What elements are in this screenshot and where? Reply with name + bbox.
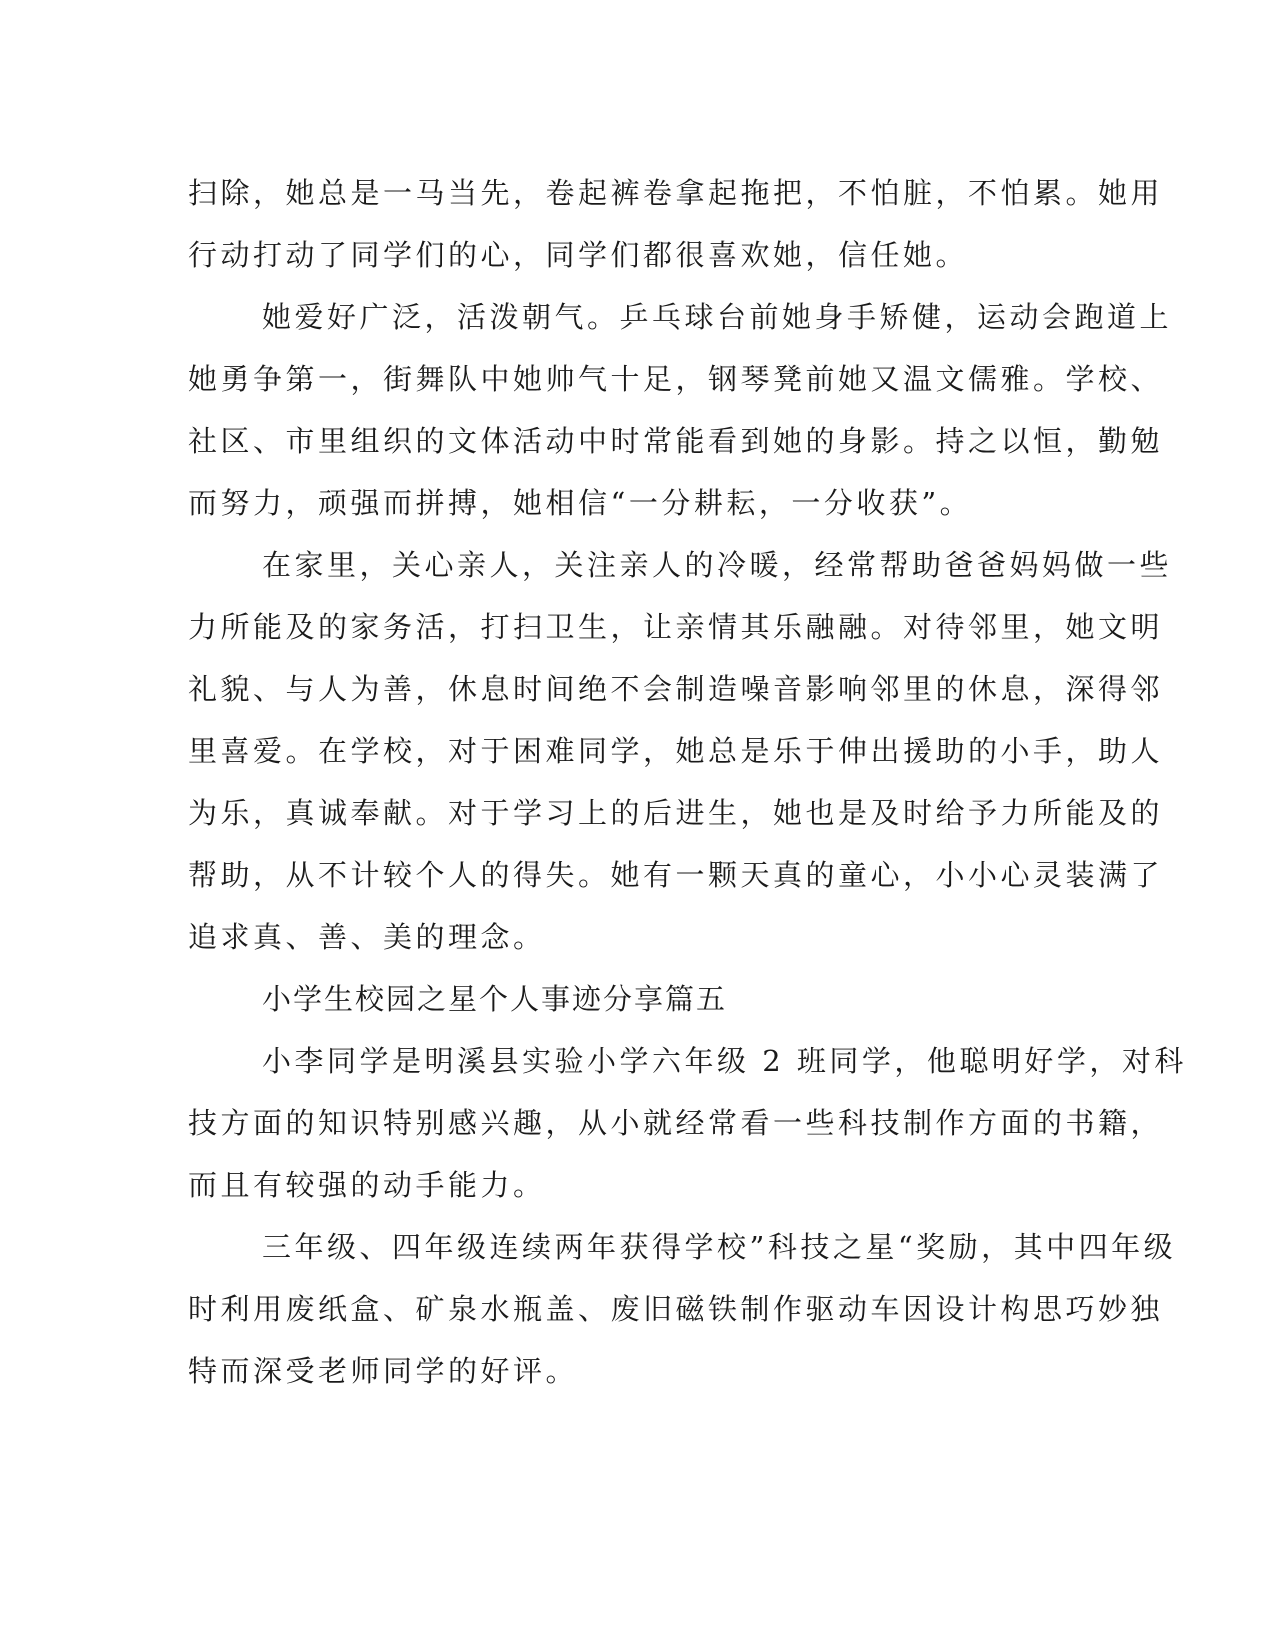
paragraph-line: 礼貌、与人为善，休息时间绝不会制造噪音影响邻里的休息，深得邻 — [188, 672, 1164, 706]
paragraph-line: 技方面的知识特别感兴趣，从小就经常看一些科技制作方面的书籍， — [188, 1106, 1164, 1140]
paragraph-line: 而且有较强的动手能力。 — [188, 1168, 546, 1202]
paragraph-line: 小李同学是明溪县实验小学六年级 2 班同学，他聪明好学，对科 — [262, 1044, 1187, 1078]
paragraph-line: 里喜爱。在学校，对于困难同学，她总是乐于伸出援助的小手，助人 — [188, 734, 1164, 768]
paragraph-line: 帮助，从不计较个人的得失。她有一颗天真的童心，小小心灵装满了 — [188, 858, 1164, 892]
paragraph-line: 行动打动了同学们的心，同学们都很喜欢她，信任她。 — [188, 238, 969, 272]
paragraph-line: 时利用废纸盒、矿泉水瓶盖、废旧磁铁制作驱动车因设计构思巧妙独 — [188, 1292, 1164, 1326]
paragraph-line: 扫除，她总是一马当先，卷起裤卷拿起拖把，不怕脏，不怕累。她用 — [188, 176, 1164, 210]
paragraph-line: 在家里，关心亲人，关注亲人的冷暖，经常帮助爸爸妈妈做一些 — [262, 548, 1173, 582]
paragraph-line: 追求真、善、美的理念。 — [188, 920, 546, 954]
paragraph-line: 社区、市里组织的文体活动中时常能看到她的身影。持之以恒，勤勉 — [188, 424, 1164, 458]
paragraph-line: 三年级、四年级连续两年获得学校”科技之星“奖励，其中四年级 — [262, 1230, 1177, 1264]
section-heading: 小学生校园之星个人事迹分享篇五 — [262, 982, 728, 1016]
document-body — [188, 162, 1187, 1402]
paragraph-line: 而努力，顽强而拼搏，她相信“一分耕耘，一分收获”。 — [188, 486, 973, 520]
paragraph-line: 力所能及的家务活，打扫卫生，让亲情其乐融融。对待邻里，她文明 — [188, 610, 1164, 644]
paragraph-line: 她勇争第一，街舞队中她帅气十足，钢琴凳前她又温文儒雅。学校、 — [188, 362, 1164, 396]
paragraph-line: 她爱好广泛，活泼朝气。乒乓球台前她身手矫健，运动会跑道上 — [262, 300, 1173, 334]
paragraph-line: 特而深受老师同学的好评。 — [188, 1354, 579, 1388]
paragraph-line: 为乐，真诚奉献。对于学习上的后进生，她也是及时给予力所能及的 — [188, 796, 1164, 830]
